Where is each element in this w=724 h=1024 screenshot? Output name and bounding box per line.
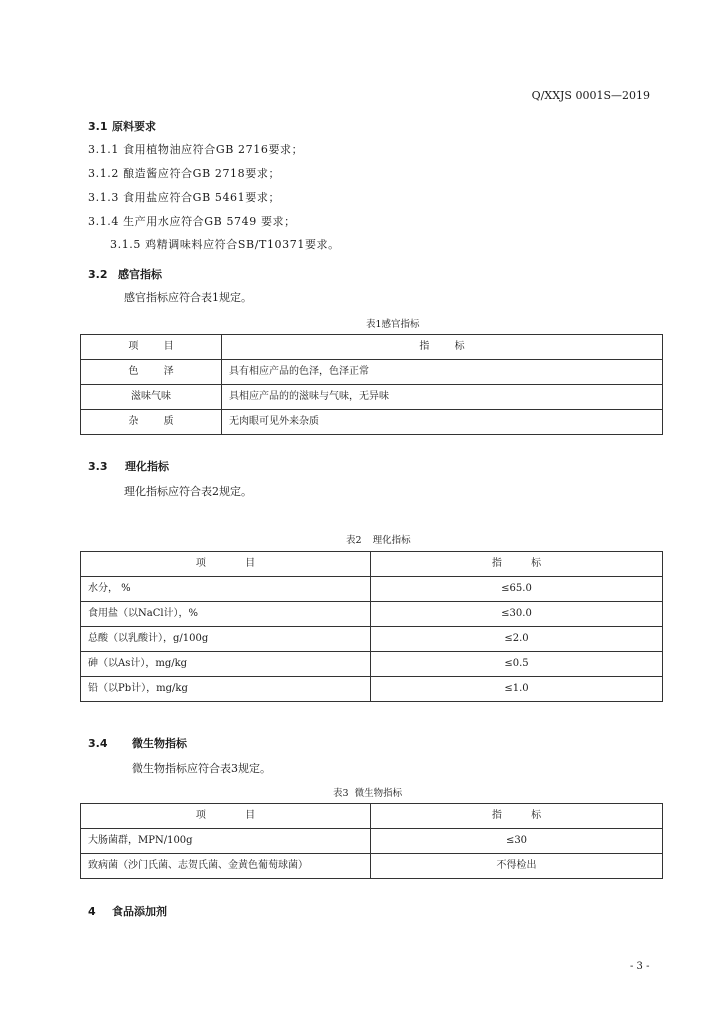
table2-physicochemical [80, 551, 663, 702]
table3-row-item: 大肠菌群，MPN/100g [81, 829, 371, 854]
table1-caption: 表1感官指标 [366, 319, 420, 330]
table1-row-value: 无肉眼可见外来杂质 [222, 410, 663, 435]
section-3-4-text: 微生物指标应符合表3规定。 [132, 762, 271, 775]
section-3-2-title: 感官指标 [118, 268, 162, 281]
table2-caption: 表2 理化指标 [346, 535, 411, 546]
table2-row-value: ≤0.5 [371, 652, 663, 677]
table2-header-item: 项 目 [81, 552, 371, 577]
table3-caption: 表3 微生物指标 [333, 788, 403, 799]
table-row [81, 854, 663, 879]
section-3-1-number: 3.1 [88, 120, 108, 133]
table1-header-value: 指 标 [222, 335, 663, 360]
table-row [81, 677, 663, 702]
table3-header-value: 指 标 [371, 804, 663, 829]
table-row [81, 602, 663, 627]
table1-row-value: 具有相应产品的色泽，色泽正常 [222, 360, 663, 385]
section-3-3-number: 3.3 [88, 460, 108, 473]
clause-3-1-5: 3.1.5 鸡精调味料应符合SB/T10371要求。 [110, 238, 340, 251]
table-row [81, 652, 663, 677]
table1-row-value: 具相应产品的的滋味与气味，无异味 [222, 385, 663, 410]
table3-microbiological [80, 803, 663, 879]
table-row [81, 627, 663, 652]
table2-row-item: 砷（以As计），mg/kg [81, 652, 371, 677]
table-row [81, 360, 663, 385]
section-3-4-title: 微生物指标 [132, 737, 187, 750]
table-row [81, 577, 663, 602]
page-number: - 3 - [630, 961, 650, 972]
table1-header-item: 项 目 [81, 335, 222, 360]
table2-row-item: 水分， % [81, 577, 371, 602]
table2-row-value: ≤2.0 [371, 627, 663, 652]
document-code: Q/XXJS 0001S—2019 [531, 89, 650, 102]
table2-row-value: ≤65.0 [371, 577, 663, 602]
table1-row-item: 滋味气味 [81, 385, 222, 410]
table1-sensory [80, 334, 663, 435]
table2-row-item: 总酸（以乳酸计），g/100g [81, 627, 371, 652]
section-4-number: 4 [88, 905, 96, 918]
section-4-title: 食品添加剂 [112, 905, 167, 918]
table-header-row [81, 804, 663, 829]
table-row [81, 829, 663, 854]
clause-3-1-1: 3.1.1 食用植物油应符合GB 2716要求； [88, 143, 304, 156]
table1-row-item: 杂 质 [81, 410, 222, 435]
table-row [81, 410, 663, 435]
table1-row-item: 色 泽 [81, 360, 222, 385]
table-header-row [81, 552, 663, 577]
section-3-3-text: 理化指标应符合表2规定。 [124, 485, 252, 498]
table2-row-value: ≤30.0 [371, 602, 663, 627]
table-row [81, 385, 663, 410]
section-3-4-number: 3.4 [88, 737, 108, 750]
table3-row-item: 致病菌（沙门氏菌、志贺氏菌、金黄色葡萄球菌） [81, 854, 371, 879]
clause-3-1-3: 3.1.3 食用盐应符合GB 5461要求； [88, 191, 281, 204]
clause-3-1-4: 3.1.4 生产用水应符合GB 5749 要求； [88, 215, 296, 228]
table2-row-value: ≤1.0 [371, 677, 663, 702]
table2-row-item: 铅（以Pb计），mg/kg [81, 677, 371, 702]
section-3-2-text: 感官指标应符合表1规定。 [124, 291, 252, 304]
table3-header-item: 项 目 [81, 804, 371, 829]
table-header-row [81, 335, 663, 360]
section-3-3-title: 理化指标 [125, 460, 169, 473]
clause-3-1-2: 3.1.2 酿造酱应符合GB 2718要求； [88, 167, 281, 180]
section-3-1-title: 原料要求 [112, 120, 156, 133]
table2-row-item: 食用盐（以NaCl计），% [81, 602, 371, 627]
table2-header-value: 指 标 [371, 552, 663, 577]
table3-row-value: 不得检出 [371, 854, 663, 879]
section-3-2-number: 3.2 [88, 268, 108, 281]
table3-row-value: ≤30 [371, 829, 663, 854]
